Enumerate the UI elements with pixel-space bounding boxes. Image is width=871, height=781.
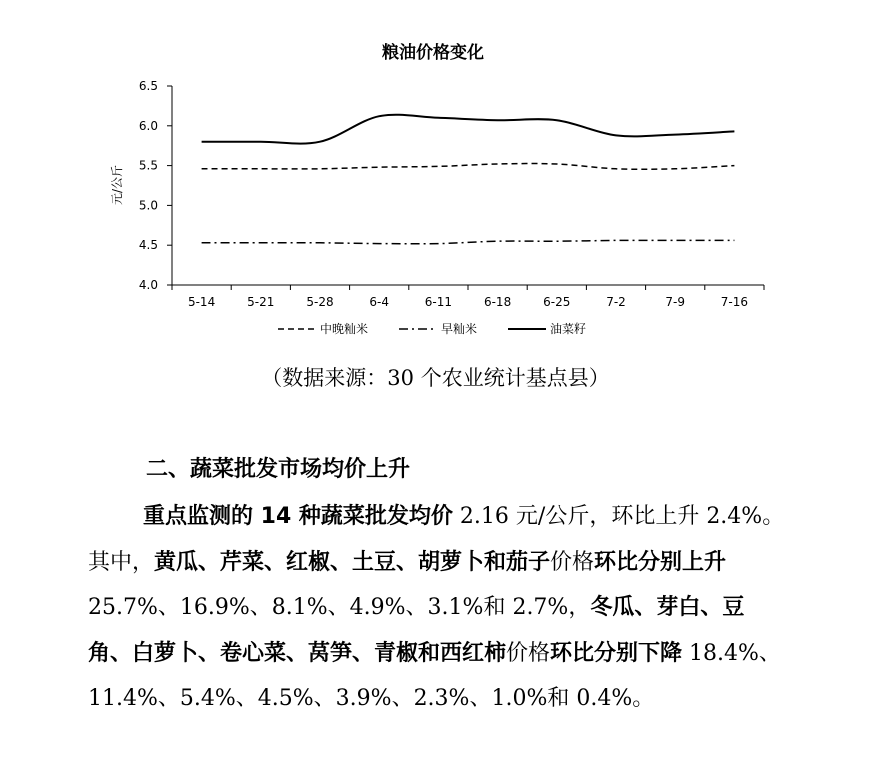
y-axis-label: 元/公斤 [110, 164, 124, 206]
para-bold-4: 冬瓜、芽白、豆角、白萝卜、卷心菜、莴笋、青椒和西红柿 [88, 595, 745, 666]
para-text-2: 价格 [550, 549, 595, 575]
para-bold-3: 环比分别上升 [594, 549, 727, 575]
price-chart [0, 0, 871, 350]
para-bold-5: 环比分别下降 [550, 640, 683, 666]
y-tick-label: 4.5 [138, 238, 158, 253]
x-tick-label: 6-4 [369, 295, 390, 309]
y-tick-labels [139, 79, 158, 292]
x-tick-labels [188, 295, 748, 309]
y-tick-label: 6.5 [138, 79, 158, 93]
y-tick-label: 4.0 [138, 278, 158, 292]
y-tick-label: 6.0 [138, 118, 158, 133]
legend [278, 321, 586, 336]
y-tick-label: 5.5 [138, 158, 158, 173]
para-text-4: 价格 [506, 640, 551, 666]
para-text-1: 2.16 元/公斤，环比上升 2.4%。其中， [88, 504, 785, 575]
y-tick-label: 5.0 [138, 198, 158, 213]
x-tick-label: 7-2 [606, 295, 626, 309]
chart-title: 粮油价格变化 [382, 43, 484, 63]
x-tick-label: 5-14 [187, 295, 216, 309]
axis-tick-marks [167, 86, 764, 290]
x-tick-label: 5-21 [247, 295, 275, 309]
para-text-5: 18.4%、11.4%、5.4%、4.5%、3.9%、2.3%、1.0%和 0.4%。 [88, 640, 781, 711]
section-heading: 二、蔬菜批发市场均价上升 [146, 457, 411, 482]
data-source-note: （数据来源：30 个农业统计基点县） [261, 366, 610, 390]
para-bold-2: 黄瓜、芹菜、红椒、土豆、胡萝卜和茄子 [154, 549, 551, 575]
x-tick-label: 7-9 [665, 295, 686, 309]
legend-label: 中晚籼米 [320, 322, 369, 336]
para-bold-1: 重点监测的 14 种蔬菜批发均价 [143, 504, 453, 529]
x-tick-label: 6-25 [543, 295, 571, 309]
legend-label: 早籼米 [441, 322, 478, 336]
x-tick-label: 6-18 [483, 295, 512, 309]
series-line [202, 240, 735, 243]
series-line [202, 115, 735, 144]
x-tick-label: 7-16 [720, 295, 749, 309]
para-text-3: 25.7%、16.9%、8.1%、4.9%、3.1%和 2.7%， [88, 595, 591, 620]
x-tick-label: 6-11 [424, 295, 453, 309]
x-tick-label: 5-28 [306, 295, 334, 309]
legend-label: 油菜籽 [550, 322, 587, 336]
body-paragraph [88, 494, 788, 722]
series-line [202, 164, 735, 170]
series-lines [202, 115, 735, 244]
